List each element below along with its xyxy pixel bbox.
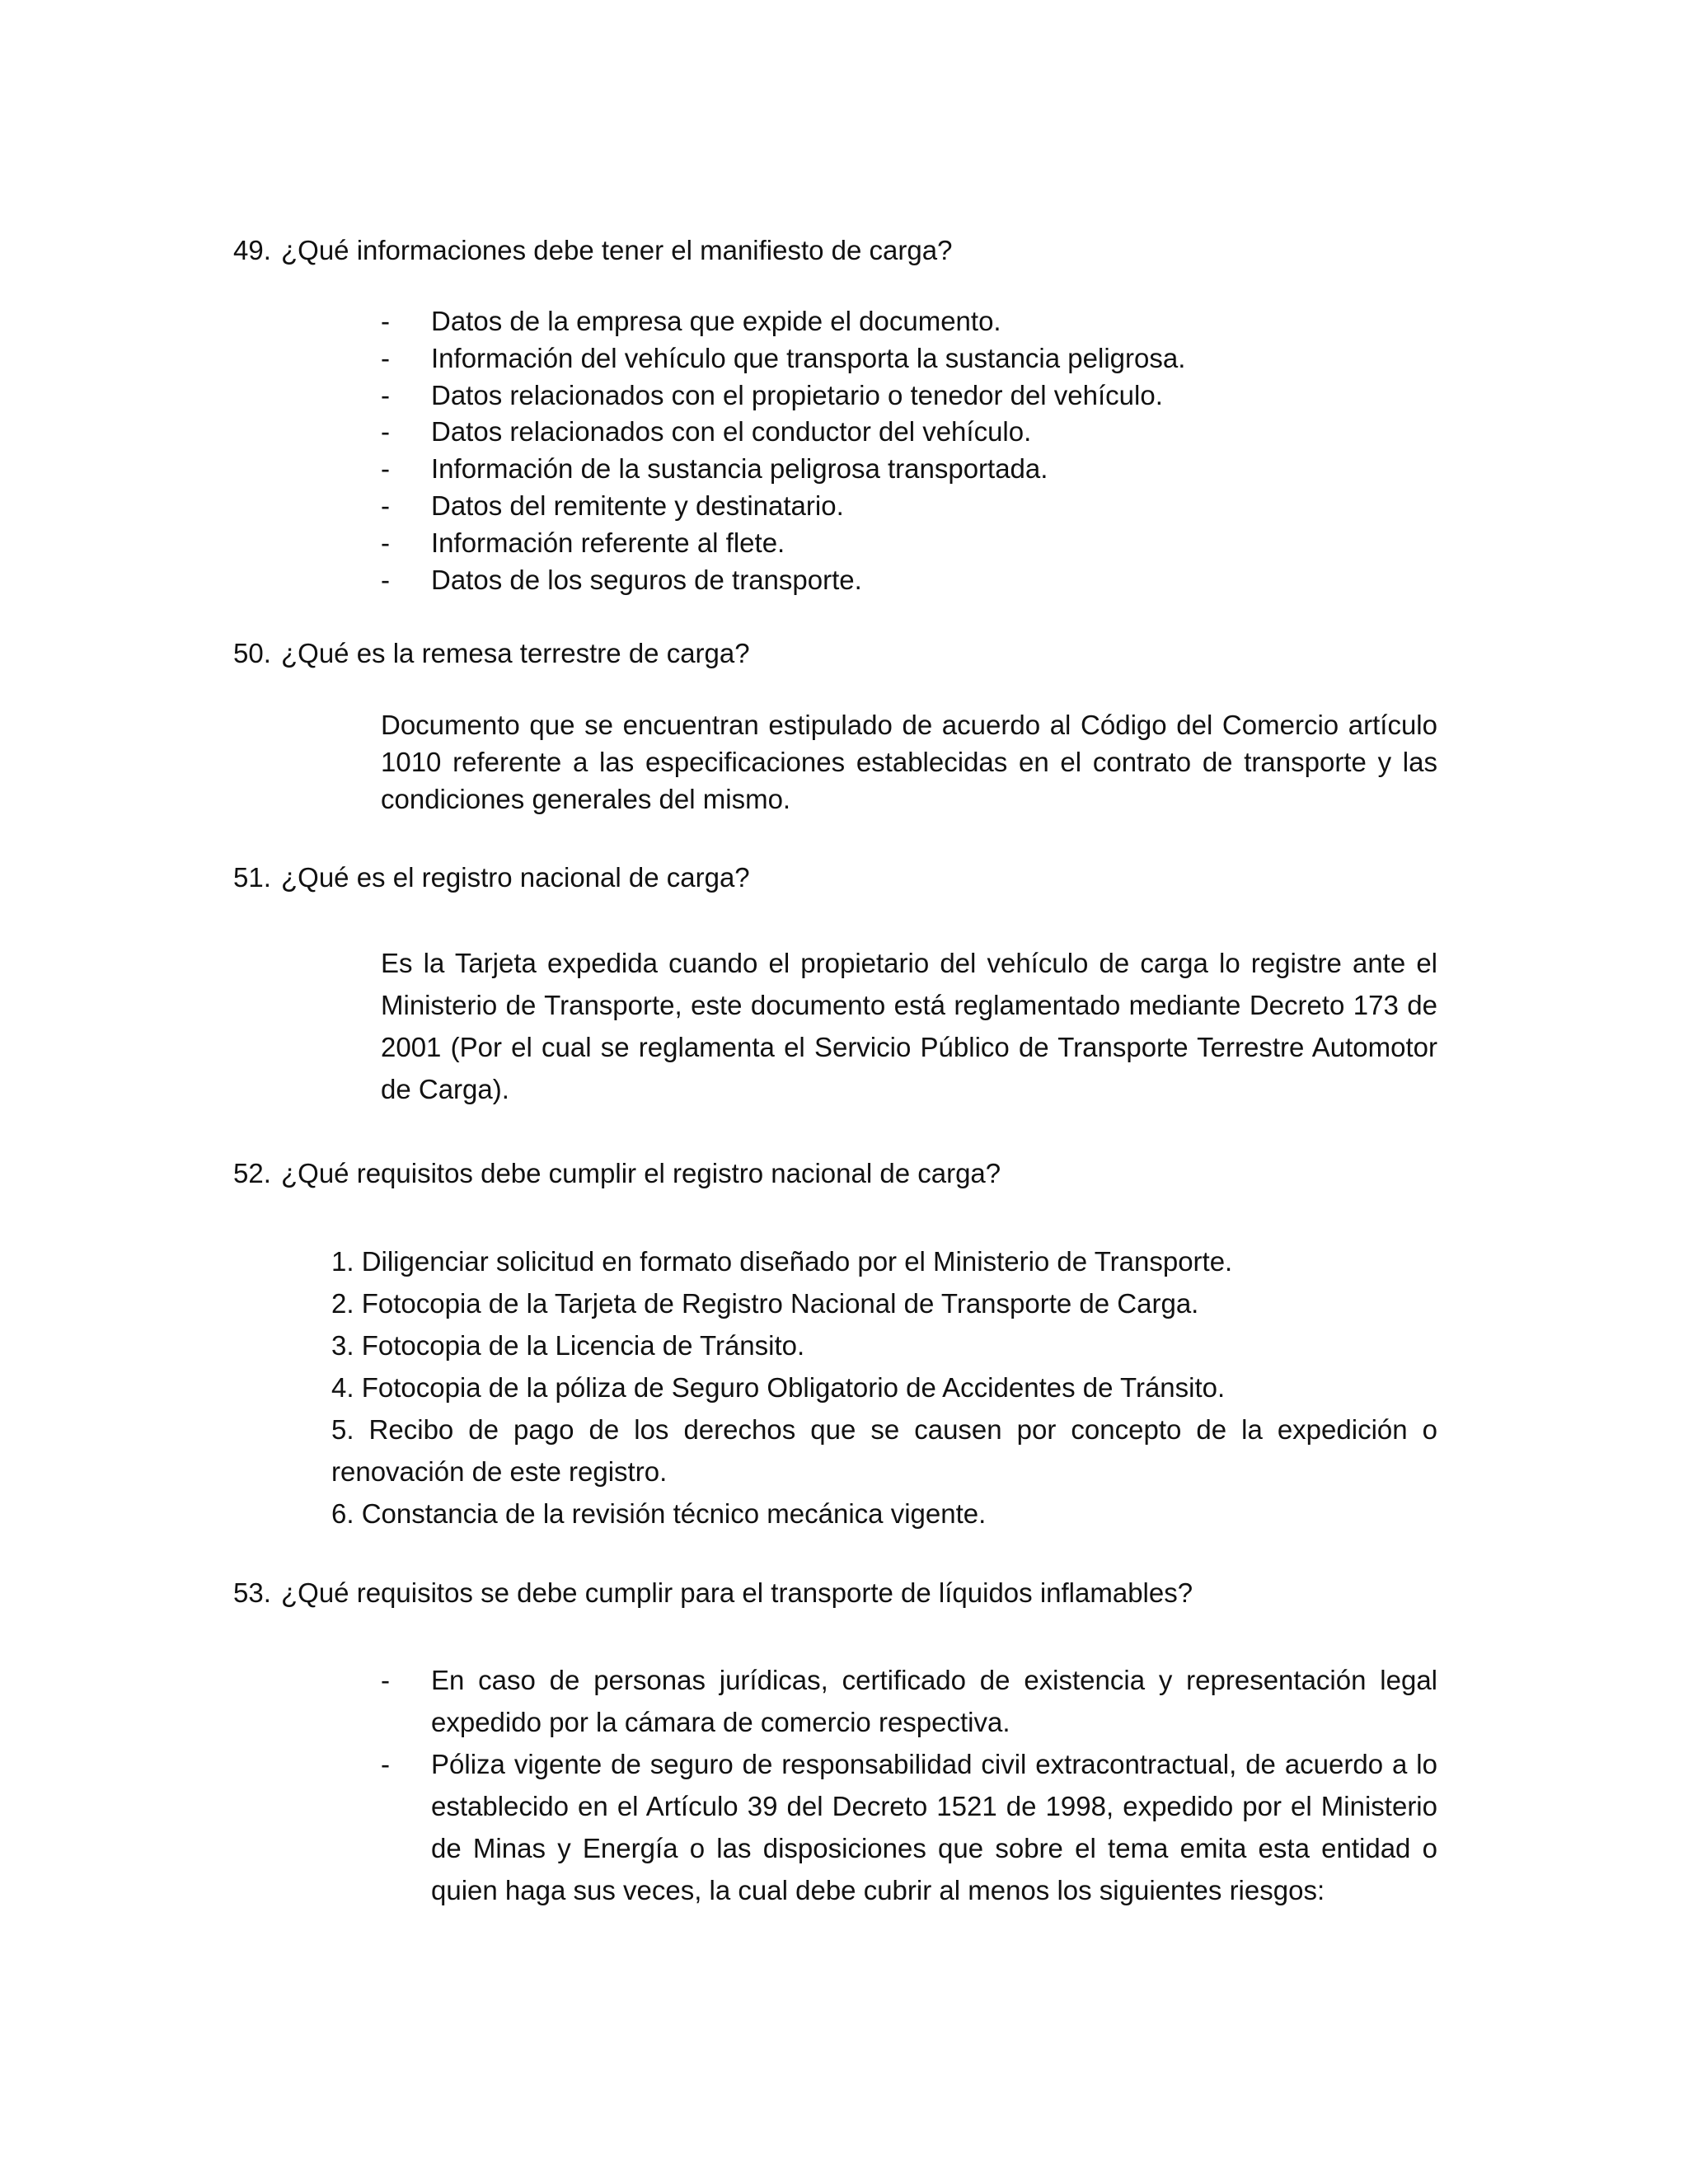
list-item: 4. Fotocopia de la póliza de Seguro Obligatorio de Accidentes de Tránsito. bbox=[331, 1372, 1226, 1403]
dash-bullet: - bbox=[381, 379, 390, 410]
question-49 bbox=[233, 232, 952, 269]
question-text: ¿Qué requisitos debe cumplir el registro nacional de carga? bbox=[281, 1158, 1001, 1188]
question-number: 51. bbox=[233, 862, 271, 893]
question-text: ¿Qué es la remesa terrestre de carga? bbox=[281, 638, 750, 668]
question-51 bbox=[233, 860, 750, 896]
q53-answer-list bbox=[381, 1659, 1437, 1911]
list-item: 2. Fotocopia de la Tarjeta de Registro Nacional de Transporte de Carga. bbox=[331, 1288, 1199, 1319]
list-item: - Datos del remitente y destinatario. bbox=[381, 488, 1437, 525]
question-text: ¿Qué informaciones debe tener el manifiesto de carga? bbox=[281, 235, 953, 265]
question-52 bbox=[233, 1155, 1001, 1192]
list-item: 3. Fotocopia de la Licencia de Tránsito. bbox=[331, 1330, 805, 1361]
list-item: - Datos de la empresa que expide el documento. bbox=[381, 303, 1437, 340]
q51-answer: Es la Tarjeta expedida cuando el propietario del vehículo de carga lo registre ante el Ministerio de Transporte, este documento está reglamentado mediante Decreto 173 de 2001 (Por el cual se reglamenta el Servicio Público de Transporte Terrestre Automotor de Carga). bbox=[381, 948, 1437, 1104]
list-item: - Datos de los seguros de transporte. bbox=[381, 562, 1437, 599]
dash-bullet: - bbox=[381, 416, 390, 448]
list-item: - Información referente al flete. bbox=[381, 525, 1437, 562]
q52-answer-list bbox=[331, 1240, 1437, 1535]
question-number: 49. bbox=[233, 235, 271, 265]
list-item: - En caso de personas jurídicas, certificado de existencia y representación legal expedido por la cámara de comercio respectiva. bbox=[381, 1659, 1437, 1743]
list-item: - Datos relacionados con el conductor del vehículo. bbox=[381, 414, 1437, 451]
question-number: 53. bbox=[233, 1577, 271, 1608]
dash-bullet: - bbox=[381, 342, 390, 373]
q50-answer: Documento que se encuentran estipulado de acuerdo al Código del Comercio artículo 1010 referente a las especificaciones establecidas en el contrato de transporte y las condiciones generales del mismo. bbox=[381, 710, 1437, 814]
dash-bullet: - bbox=[381, 306, 390, 336]
list-item: 6. Constancia de la revisión técnico mecánica vigente. bbox=[331, 1498, 987, 1529]
dash-bullet: - bbox=[381, 527, 390, 558]
list-item: - Datos relacionados con el propietario o tenedor del vehículo. bbox=[381, 377, 1437, 415]
question-text: ¿Qué requisitos se debe cumplir para el transporte de líquidos inflamables? bbox=[281, 1577, 1193, 1608]
question-text: ¿Qué es el registro nacional de carga? bbox=[281, 862, 750, 893]
question-number: 52. bbox=[233, 1158, 271, 1188]
dash-bullet: - bbox=[381, 453, 390, 485]
question-53 bbox=[233, 1575, 1193, 1611]
list-item: - Póliza vigente de seguro de responsabilidad civil extracontractual, de acuerdo a lo establecido en el Artículo 39 del Decreto 1521 de 1998, expedido por el Ministerio de Minas y Energía o las disposiciones que sobre el tema emita esta entidad o quien haga sus veces, la cual debe cubrir al menos los siguientes riesgos: bbox=[381, 1743, 1437, 1911]
list-item: 5. Recibo de pago de los derechos que se causen por concepto de la expedición o renovación de este registro. bbox=[331, 1414, 1437, 1487]
list-item: - Información de la sustancia peligrosa transportada. bbox=[381, 451, 1437, 488]
list-item: 1. Diligenciar solicitud en formato diseñado por el Ministerio de Transporte. bbox=[331, 1246, 1233, 1277]
dash-bullet: - bbox=[381, 1665, 390, 1695]
question-50 bbox=[233, 635, 750, 672]
dash-bullet: - bbox=[381, 490, 390, 521]
dash-bullet: - bbox=[381, 1749, 390, 1779]
dash-bullet: - bbox=[381, 564, 390, 595]
q49-answer-list bbox=[381, 303, 1437, 598]
list-item: - Información del vehículo que transporta la sustancia peligrosa. bbox=[381, 340, 1437, 377]
question-number: 50. bbox=[233, 638, 271, 668]
